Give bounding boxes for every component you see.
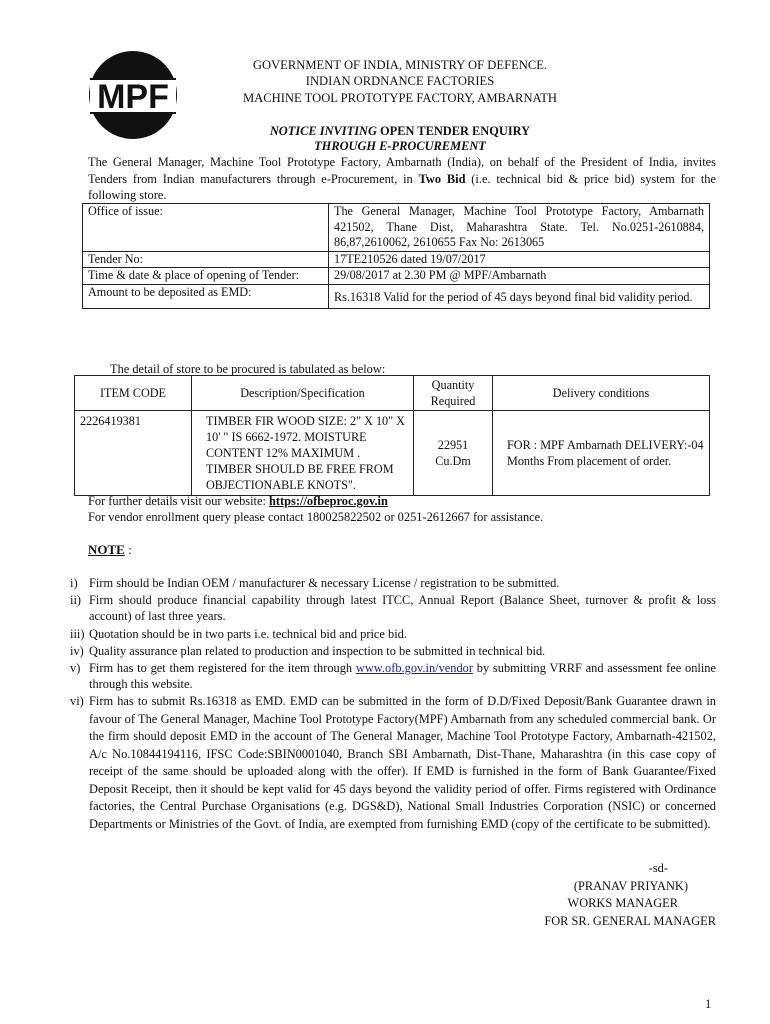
website-link[interactable]: https://ofbeproc.gov.in: [269, 494, 388, 508]
list-item: [70, 660, 716, 692]
table-row: [75, 411, 710, 496]
notice-title-italic: NOTICE INVITING: [269, 124, 377, 138]
signature-sd: -sd-: [648, 861, 668, 875]
list-item-text: Quotation should be in two parts i.e. technical bid and price bid.: [89, 626, 407, 641]
vendor-enrollment: For vendor enrollment query please contact 180025822502 or 0251-2612667 for assistance.: [88, 510, 544, 524]
header-line-2: INDIAN ORDNANCE FACTORIES: [305, 74, 495, 88]
list-item-num: v): [70, 661, 81, 676]
col-quantity: Quantity Required: [414, 376, 493, 411]
signature-for: FOR SR. GENERAL MANAGER: [544, 913, 716, 928]
note-suffix: :: [124, 542, 132, 557]
office-label: Office of issue:: [83, 204, 329, 252]
time-label: Time & date & place of opening of Tender:: [83, 268, 329, 285]
header-line-3: MACHINE TOOL PROTOTYPE FACTORY, AMBARNATH: [242, 91, 558, 105]
notes-list: [70, 575, 716, 834]
item-delivery: FOR : MPF Ambarnath DELIVERY:-04 Months From placement of order.: [493, 411, 710, 496]
note-label: NOTE: [88, 542, 125, 557]
list-item: [70, 643, 716, 659]
note-heading: [88, 542, 132, 558]
list-item-text: Quality assurance plan related to production and inspection to be submitted in technical bid.: [89, 643, 546, 658]
list-item-num: i): [70, 576, 78, 590]
signature-title: WORKS MANAGER: [567, 896, 678, 910]
list-item-text: Firm has to submit Rs.16318 as EMD. EMD can be submitted in the form of D.D/Fixed Deposit/Bank Guarantee drawn in favour of The General Manager, Machine Tool Prototype Factory(MPF) Ambarnath from any scheduled commercial bank. Or the firm should deposit EMD in the account of The General Manager, Machine Tool Prototype Factory, Ambarnath-421502, A/c No.10844194116, IFSC Code:SBIN0001040, Branch SBI Ambarnath, Dist-Thane, Maharashtra (in this case copy of receipt of the same should be uploaded along with the offer). If EMD is furnished in the form of Bank Guarantee/Fixed Deposit Receipt, then it should be kept valid for 45 days beyond the validity period of offer. Firms registered with Ordinance factories, the Central Purchase Organisations (e.g. DGS&D), National Small Industries Corporation (NSIC) or concerned Departments or Ministries of the Govt. of India, are exempted from furnishing EMD (copy of the certificate to be submitted).: [89, 694, 716, 831]
signature-block: [480, 860, 716, 930]
list-item: [70, 575, 716, 591]
notice-subtitle: THROUGH E-PROCUREMENT: [314, 139, 486, 153]
list-item-num: iv): [70, 643, 84, 658]
vendor-post: by submitting VRRF and assessment fee online through this website.: [89, 661, 716, 692]
list-item-text: Firm should be Indian OEM / manufacturer & necessary License / registration to be submitted.: [89, 576, 560, 590]
col-item-code: ITEM CODE: [75, 376, 192, 411]
vendor-pre: Firm has to get them registered for the item through: [89, 661, 356, 676]
item-code: 2226419381: [75, 411, 192, 496]
items-table: [74, 375, 710, 496]
item-quantity: 22951 Cu.Dm: [414, 411, 493, 496]
mpf-logo: [88, 50, 178, 140]
list-item-text: [89, 660, 716, 692]
logo-text: MPF: [97, 78, 169, 116]
tender-value: 17TE210526 dated 19/07/2017: [329, 251, 710, 268]
emd-value: Rs.16318 Valid for the period of 45 days beyond final bid validity period.: [329, 284, 710, 308]
list-item-num: vi): [70, 694, 84, 709]
intro-part-1: The General Manager, Machine Tool Prototype Factory, Ambarnath (India), on behalf of the President of India, invites Tenders from Indian manufacturers through e-Procurement, in: [88, 155, 716, 186]
header-line-1: GOVERNMENT OF INDIA, MINISTRY OF DEFENCE.: [252, 58, 548, 72]
vendor-registration-link[interactable]: www.ofb.gov.in/vendor: [355, 661, 473, 676]
tender-info-table: [82, 203, 710, 309]
intro-paragraph: [88, 154, 716, 204]
col-description: Description/Specification: [192, 376, 414, 411]
tender-label: Tender No:: [83, 251, 329, 268]
list-item-text: Firm should produce financial capability through latest ITCC, Annual Report (Balance Sheet, turnover & profit & loss account) of last three years.: [89, 593, 716, 624]
page-number: 1: [705, 997, 712, 1011]
time-value: 29/08/2017 at 2.30 PM @ MPF/Ambarnath: [329, 268, 710, 285]
list-item: [70, 693, 716, 833]
items-header-row: [75, 376, 710, 411]
table-row: [83, 251, 710, 268]
list-item: [70, 592, 716, 624]
list-item-num: ii): [70, 593, 82, 608]
further-text: For further details visit our website:: [88, 494, 270, 508]
signature-name: (PRANAV PRIYANK): [573, 878, 688, 893]
office-value: The General Manager, Machine Tool Prototype Factory, Ambarnath 421502, Thane Dist, Maharashtra State. Tel. No.0251-2610884, 86,87,2610062, 2610655 Fax No: 2613065: [329, 204, 710, 252]
intro-bold: Two Bid: [418, 171, 466, 186]
items-intro: The detail of store to be procured is tabulated as below:: [110, 362, 386, 376]
col-delivery: Delivery conditions: [493, 376, 710, 411]
item-description: TIMBER FIR WOOD SIZE: 2" X 10" X 10' " IS 6662-1972. MOISTURE CONTENT 12% MAXIMUM . TIMBER SHOULD BE FREE FROM OBJECTIONABLE KNOTS".: [192, 411, 414, 496]
list-item: [70, 626, 716, 642]
list-item-num: iii): [70, 626, 85, 641]
emd-label: Amount to be deposited as EMD:: [83, 284, 329, 308]
table-row: [83, 204, 710, 252]
further-details: [88, 494, 388, 509]
notice-title-rest: OPEN TENDER ENQUIRY: [376, 124, 531, 138]
intro-part-2: (i.e. technical bid & price bid) system for the following store.: [88, 171, 717, 202]
table-row: [83, 284, 710, 308]
notice-title: [200, 123, 600, 139]
table-row: [83, 268, 710, 285]
